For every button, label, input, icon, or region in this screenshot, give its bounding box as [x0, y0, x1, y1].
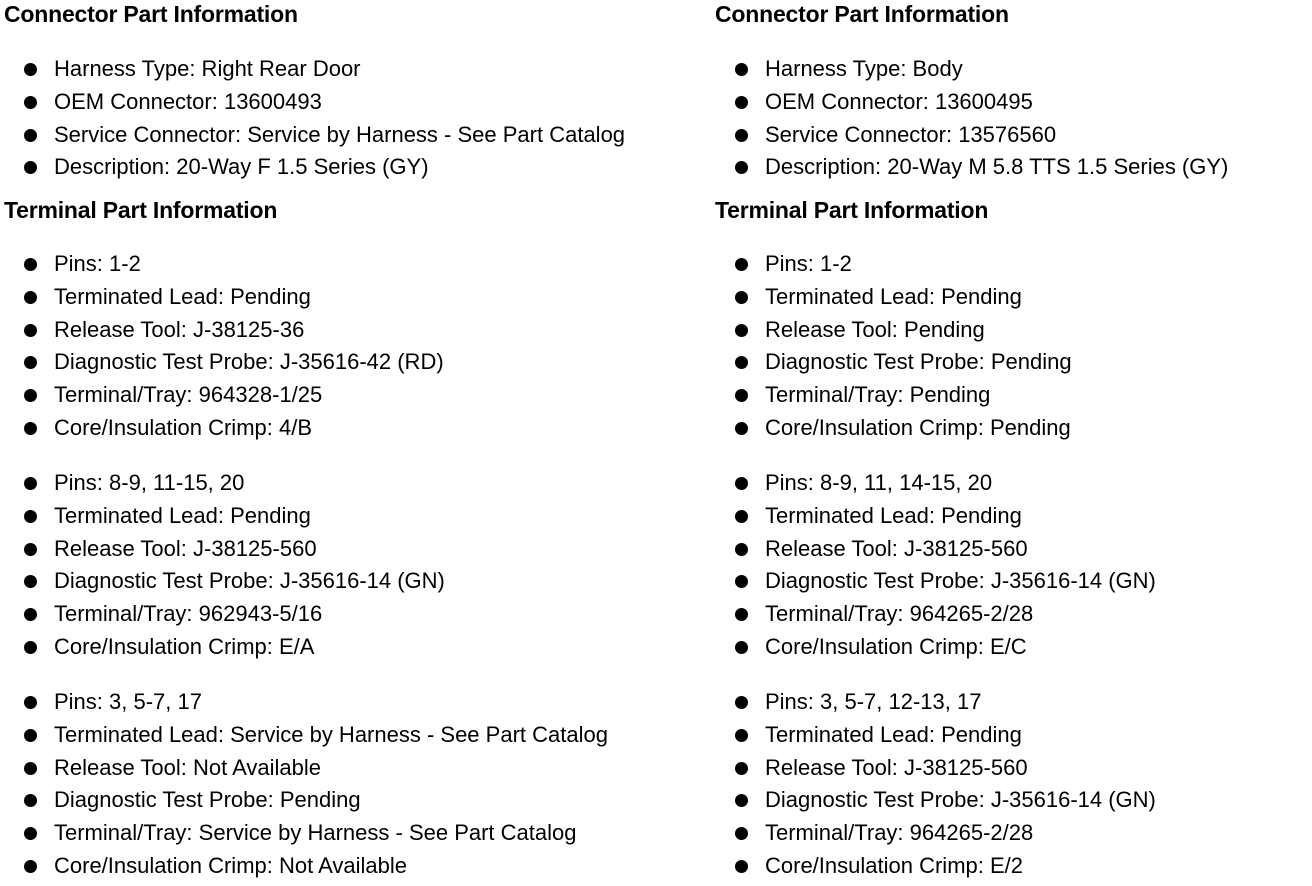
- terminal-group-list: [4, 467, 445, 664]
- bullet-icon: [24, 129, 37, 142]
- bullet-icon: [735, 96, 748, 109]
- list-item: Diagnostic Test Probe: Pending: [715, 346, 1072, 379]
- bullet-icon: [735, 543, 748, 556]
- list-item: Terminal/Tray: 964265-2/28: [715, 817, 1156, 850]
- list-item: Pins: 3, 5-7, 12-13, 17: [715, 686, 1156, 719]
- list-item: OEM Connector: 13600495: [715, 86, 1228, 119]
- list-item: Terminated Lead: Pending: [4, 500, 445, 533]
- bullet-icon: [735, 291, 748, 304]
- bullet-icon: [735, 422, 748, 435]
- list-item: Pins: 1-2: [4, 248, 444, 281]
- list-item: Diagnostic Test Probe: J-35616-14 (GN): [4, 565, 445, 598]
- bullet-icon: [735, 575, 748, 588]
- bullet-icon: [24, 477, 37, 490]
- bullet-icon: [24, 63, 37, 76]
- list-item: Release Tool: J-38125-560: [4, 533, 445, 566]
- list-item: Terminated Lead: Pending: [715, 500, 1156, 533]
- bullet-icon: [735, 324, 748, 337]
- terminal-group-list: [715, 686, 1156, 883]
- bullet-icon: [24, 860, 37, 873]
- list-item: Core/Insulation Crimp: Pending: [715, 412, 1072, 445]
- bullet-icon: [24, 422, 37, 435]
- bullet-icon: [735, 477, 748, 490]
- bullet-icon: [24, 96, 37, 109]
- bullet-icon: [735, 258, 748, 271]
- list-item: Terminated Lead: Pending: [715, 281, 1072, 314]
- connector-part-heading: Connector Part Information: [4, 1, 298, 27]
- bullet-icon: [735, 608, 748, 621]
- bullet-icon: [735, 129, 748, 142]
- list-item: Terminal/Tray: 962943-5/16: [4, 598, 445, 631]
- bullet-icon: [24, 827, 37, 840]
- bullet-icon: [24, 696, 37, 709]
- list-item: Core/Insulation Crimp: 4/B: [4, 412, 444, 445]
- list-item: Terminated Lead: Pending: [4, 281, 444, 314]
- list-item: Service Connector: 13576560: [715, 119, 1228, 152]
- bullet-icon: [24, 575, 37, 588]
- bullet-icon: [24, 161, 37, 174]
- bullet-icon: [735, 860, 748, 873]
- list-item: Description: 20-Way F 1.5 Series (GY): [4, 151, 625, 184]
- list-item: Pins: 1-2: [715, 248, 1072, 281]
- list-item: Terminated Lead: Service by Harness - See Part Catalog: [4, 719, 608, 752]
- connector-part-heading: Connector Part Information: [715, 1, 1009, 27]
- bullet-icon: [24, 258, 37, 271]
- bullet-icon: [24, 356, 37, 369]
- list-item: Pins: 8-9, 11-15, 20: [4, 467, 445, 500]
- list-item: Terminal/Tray: 964328-1/25: [4, 379, 444, 412]
- list-item: Terminated Lead: Pending: [715, 719, 1156, 752]
- bullet-icon: [24, 794, 37, 807]
- bullet-icon: [735, 762, 748, 775]
- bullet-icon: [735, 641, 748, 654]
- bullet-icon: [24, 510, 37, 523]
- list-item: Pins: 8-9, 11, 14-15, 20: [715, 467, 1156, 500]
- terminal-group-list: [4, 248, 444, 445]
- list-item: Release Tool: Not Available: [4, 752, 608, 785]
- bullet-icon: [735, 389, 748, 402]
- bullet-icon: [735, 696, 748, 709]
- connector-info-list: [715, 53, 1228, 184]
- bullet-icon: [24, 762, 37, 775]
- bullet-icon: [24, 543, 37, 556]
- list-item: Diagnostic Test Probe: J-35616-14 (GN): [715, 565, 1156, 598]
- list-item: OEM Connector: 13600493: [4, 86, 625, 119]
- list-item: Release Tool: Pending: [715, 314, 1072, 347]
- bullet-icon: [24, 324, 37, 337]
- list-item: Core/Insulation Crimp: E/A: [4, 631, 445, 664]
- terminal-group-list: [715, 248, 1072, 445]
- list-item: Harness Type: Body: [715, 53, 1228, 86]
- list-item: Diagnostic Test Probe: Pending: [4, 784, 608, 817]
- bullet-icon: [24, 608, 37, 621]
- list-item: Terminal/Tray: Pending: [715, 379, 1072, 412]
- bullet-icon: [24, 641, 37, 654]
- list-item: Release Tool: J-38125-560: [715, 533, 1156, 566]
- list-item: Description: 20-Way M 5.8 TTS 1.5 Series (GY): [715, 151, 1228, 184]
- bullet-icon: [24, 389, 37, 402]
- list-item: Terminal/Tray: 964265-2/28: [715, 598, 1156, 631]
- list-item: Core/Insulation Crimp: Not Available: [4, 850, 608, 883]
- bullet-icon: [735, 356, 748, 369]
- connector-info-list: [4, 53, 625, 184]
- list-item: Service Connector: Service by Harness - See Part Catalog: [4, 119, 625, 152]
- list-item: Release Tool: J-38125-36: [4, 314, 444, 347]
- terminal-group-list: [715, 467, 1156, 664]
- terminal-group-list: [4, 686, 608, 883]
- list-item: Terminal/Tray: Service by Harness - See Part Catalog: [4, 817, 608, 850]
- bullet-icon: [735, 161, 748, 174]
- terminal-part-heading: Terminal Part Information: [4, 197, 278, 223]
- list-item: Pins: 3, 5-7, 17: [4, 686, 608, 719]
- list-item: Harness Type: Right Rear Door: [4, 53, 625, 86]
- list-item: Diagnostic Test Probe: J-35616-14 (GN): [715, 784, 1156, 817]
- bullet-icon: [735, 827, 748, 840]
- bullet-icon: [735, 729, 748, 742]
- bullet-icon: [24, 729, 37, 742]
- list-item: Release Tool: J-38125-560: [715, 752, 1156, 785]
- list-item: Core/Insulation Crimp: E/C: [715, 631, 1156, 664]
- list-item: Diagnostic Test Probe: J-35616-42 (RD): [4, 346, 444, 379]
- bullet-icon: [735, 63, 748, 76]
- terminal-part-heading: Terminal Part Information: [715, 197, 989, 223]
- list-item: Core/Insulation Crimp: E/2: [715, 850, 1156, 883]
- bullet-icon: [735, 794, 748, 807]
- bullet-icon: [735, 510, 748, 523]
- bullet-icon: [24, 291, 37, 304]
